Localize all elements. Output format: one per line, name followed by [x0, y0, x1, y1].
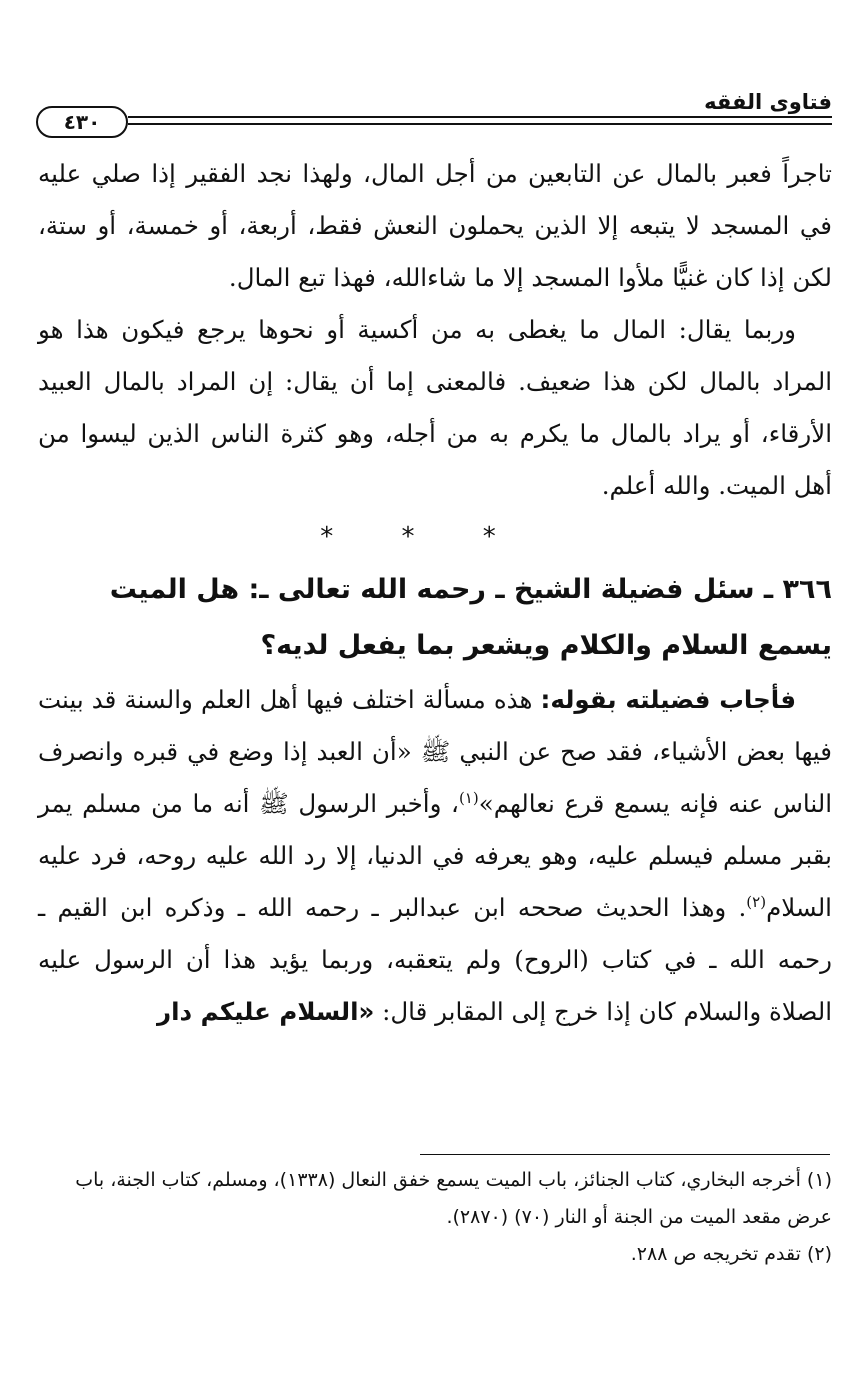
header-rule: [128, 116, 832, 118]
main-text: [38, 148, 832, 1038]
answer-text: ، وأخبر الرسول ﷺ أنه ما من مسلم يمر بقبر مسلم فيسلم عليه، وهو يعرفه في الدنيا، إلا رد الله عليه روحه، فرد عليه السلام: [38, 789, 832, 922]
footnotes: [38, 1162, 832, 1273]
paragraph: تاجراً فعبر بالمال عن التابعين من أجل المال، ولهذا نجد الفقير إذا صلي عليه في المسجد لا يتبعه إلا الذين يحملون النعش فقط، أربعة، أو خمسة، أو ستة، لكن إذا كان غنيًّا ملأوا المسجد إلا ما شاءالله، فهذا تبع المال.: [38, 159, 832, 292]
book-title: فتاوى الفقه: [704, 90, 832, 114]
footnote-divider: [420, 1154, 830, 1155]
footnote: (١) أخرجه البخاري، كتاب الجنائز، باب الميت يسمع خفق النعال (١٣٣٨)، ومسلم، كتاب الجنة، باب عرض مقعد الميت من الجنة أو النار (٧٠) (٢٨٧٠).: [75, 1169, 832, 1228]
question-heading: ٣٦٦ ـ سئل فضيلة الشيخ ـ رحمه الله تعالى ـ: هل الميت يسمع السلام والكلام ويشعر بما يفعل لديه؟: [109, 574, 832, 661]
answer-text: . وهذا الحديث صححه ابن عبدالبر ـ رحمه الله ـ وذكره ابن القيم ـ رحمه الله ـ في كتاب (الروح) ولم يتعقبه، وربما يؤيد هذا أن الرسول عليه الصلاة والسلام كان إذا خرج إلى المقابر قال:: [38, 893, 832, 1026]
footnote-ref: (١): [458, 788, 479, 807]
page-number: ٤٣٠: [36, 106, 128, 138]
answer-text: هذه مسألة اختلف فيها أهل العلم والسنة قد بينت فيها بعض الأشياء، فقد صح عن النبي ﷺ «أن العبد إذا وضع في قبره وانصرف الناس عنه فإنه يسمع قرع نعالهم»: [38, 685, 833, 818]
answer-lead: فأجاب فضيلته بقوله:: [540, 685, 796, 714]
page-header: [36, 92, 832, 152]
section-separator: * * *: [320, 522, 526, 552]
header-rule: [128, 123, 832, 125]
answer-paragraph: [38, 674, 832, 1038]
footnote-ref: (٢): [746, 892, 767, 911]
paragraph: وربما يقال: المال ما يغطى به من أكسية أو نحوها يرجع فيكون هذا هو المراد بالمال لكن هذا ضعيف. فالمعنى إما أن يقال: إن المراد بالمال العبيد الأرقاء، أو يراد بالمال ما يكرم به من أجله، وهو كثرة الناس الذين ليسوا من أهل الميت. والله أعلم.: [38, 315, 832, 500]
footnote: (٢) تقدم تخريجه ص ٢٨٨.: [630, 1243, 832, 1265]
hadith-quote: «السلام عليكم دار: [157, 997, 375, 1026]
